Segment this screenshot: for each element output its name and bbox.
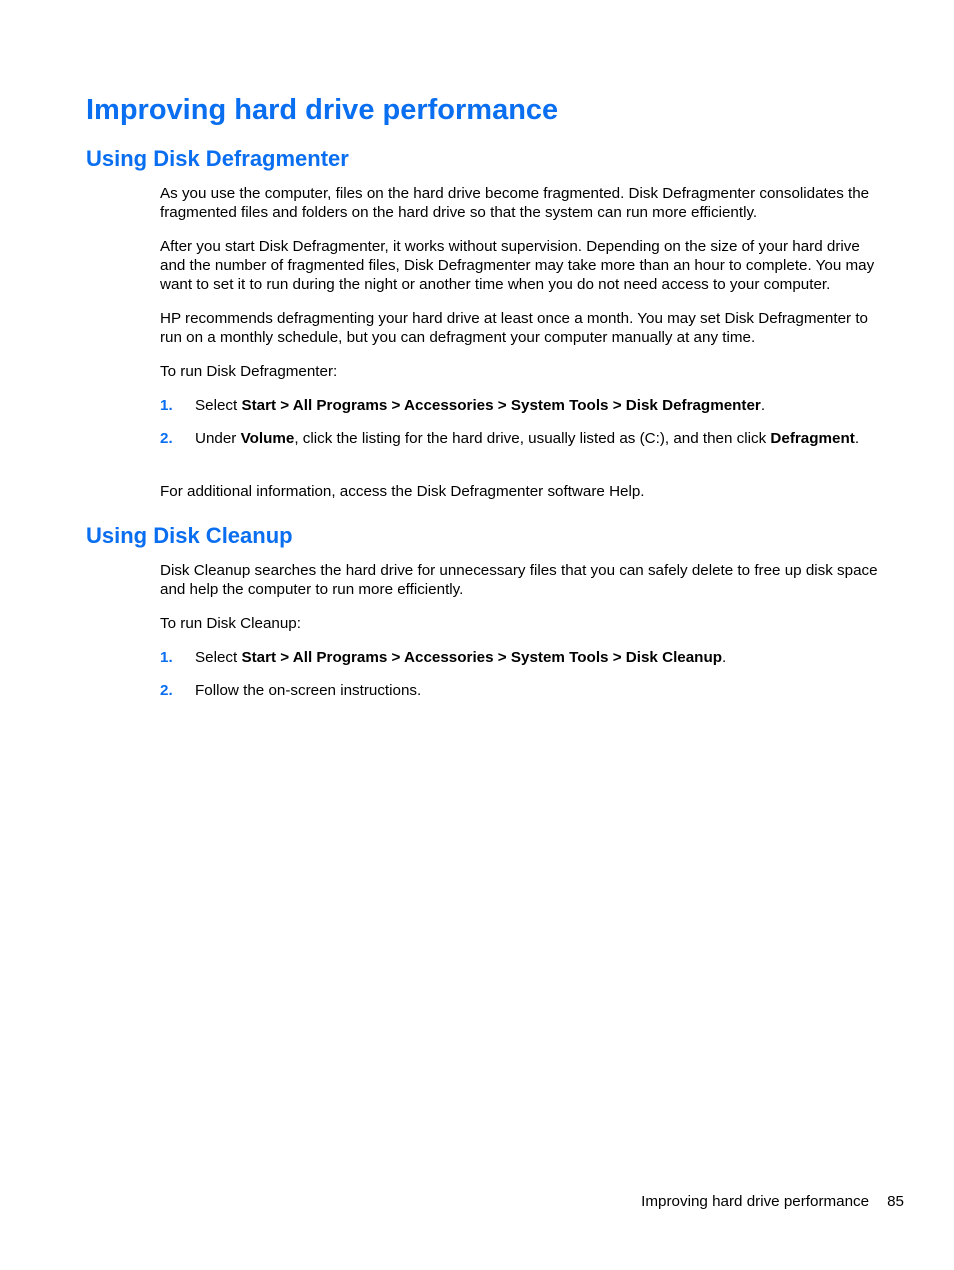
step-text: Under xyxy=(195,430,241,447)
cleanup-step-2 xyxy=(160,681,886,700)
defrag-paragraph-to-run: To run Disk Defragmenter: xyxy=(160,363,338,380)
defrag-paragraph-intro: As you use the computer, files on the hard drive become fragmented. Disk Defragmenter consolidates the fragmented files and folders on the hard drive so that the system can run more efficiently. xyxy=(160,185,870,221)
step-text-end: . xyxy=(760,397,766,414)
defrag-paragraph-recommendation: HP recommends defragmenting your hard drive at least once a month. You may set Disk Defragmenter to run on a monthly schedule, but you can defragment your computer manually at any time. xyxy=(160,310,868,346)
section-heading-disk-cleanup: Using Disk Cleanup xyxy=(86,523,293,548)
defragment-label: Defragment xyxy=(770,430,855,447)
page-title: Improving hard drive performance xyxy=(86,94,559,126)
cleanup-paragraph-intro: Disk Cleanup searches the hard drive for unnecessary files that you can safely delete to free up disk space and help the computer to run more efficiently. xyxy=(160,562,878,598)
defrag-paragraph-supervision: After you start Disk Defragmenter, it works without supervision. Depending on the size of your hard drive and the number of fragmented files, Disk Defragmenter may take more than an hour to complete. You may want to set it to run during the night or another time when you do not need access to your computer. xyxy=(160,238,875,293)
step-text: Select xyxy=(195,397,242,414)
step-text-end: . xyxy=(722,649,727,666)
step-text-middle: , click the listing for the hard drive, usually listed as (C:), and then click xyxy=(294,430,771,447)
menu-path: Start > All Programs > Accessories > System Tools > Disk Cleanup xyxy=(241,649,723,666)
step-number: 1. xyxy=(160,397,173,414)
menu-path: Start > All Programs > Accessories > System Tools > Disk Defragmenter xyxy=(241,397,761,414)
cleanup-paragraph-to-run: To run Disk Cleanup: xyxy=(160,615,301,632)
defrag-step-2 xyxy=(160,429,886,448)
page-footer xyxy=(641,1192,904,1211)
page-number: 85 xyxy=(887,1193,904,1210)
step-text: Follow the on-screen instructions. xyxy=(195,682,422,699)
section-heading-disk-defragmenter: Using Disk Defragmenter xyxy=(86,146,349,171)
step-text-end: . xyxy=(854,430,860,447)
step-number: 1. xyxy=(160,649,173,666)
step-number: 2. xyxy=(160,682,173,699)
volume-label: Volume xyxy=(240,430,295,447)
footer-title: Improving hard drive performance xyxy=(641,1193,870,1210)
defrag-step-1 xyxy=(160,396,886,415)
defrag-paragraph-help: For additional information, access the Disk Defragmenter software Help. xyxy=(160,483,645,500)
cleanup-step-1 xyxy=(160,648,886,667)
step-text: Select xyxy=(195,649,242,666)
step-number: 2. xyxy=(160,430,173,447)
